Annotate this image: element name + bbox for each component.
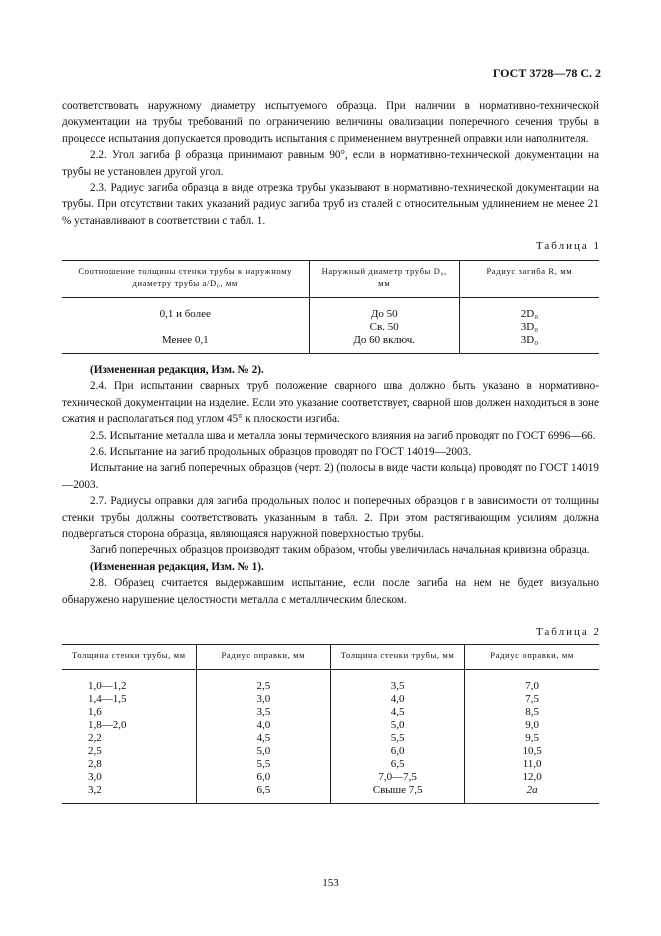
table2 — [62, 644, 599, 804]
table-cell: 11,0 — [465, 758, 599, 771]
table-cell: 1,6 — [88, 706, 102, 718]
table-cell: 3D₀ — [459, 334, 599, 354]
table-cell: 4,5 — [331, 706, 465, 719]
table-cell: 0,1 и более — [159, 308, 211, 320]
table-cell: 7,0 — [465, 670, 599, 694]
paragraph-2-4: 2.4. При испытании сварных труб положение сварного шва должно быть указано в нормативно-технической документации на изделие. Если это указание соответствует, сварной шов должен находиться в зоне сжатия и располагаться под углом 45° к плоскости изгиба. — [62, 380, 599, 426]
table-cell: 7,0—7,5 — [331, 771, 465, 784]
table2-header-radius-1: Радиус оправки, мм — [196, 645, 330, 670]
table-cell: 5,5 — [331, 732, 465, 745]
top-text-block — [62, 98, 599, 229]
table-cell: 1,0—1,2 — [88, 680, 127, 692]
table-cell: 7,5 — [465, 693, 599, 706]
table-cell: 2,5 — [196, 670, 330, 694]
table-cell: 12,0 — [465, 771, 599, 784]
paragraph-2-7b: Загиб поперечных образцов производят таким образом, чтобы увеличилась начальная кривизна образца. — [90, 544, 590, 557]
table1-header-ratio: Соотношение толщины стенки трубы к наружному диаметру трубы a/D₀, мм — [62, 261, 309, 298]
table-row — [62, 758, 599, 771]
table-row — [62, 693, 599, 706]
paragraph-2-5: 2.5. Испытание металла шва и металла зоны термического влияния на загиб проводят по ГОСТ 6996—66. — [90, 429, 596, 442]
table2-header-row — [62, 645, 599, 670]
table-cell: 4,0 — [331, 693, 465, 706]
page-number: 153 — [322, 877, 339, 889]
table-cell: Свыше 7,5 — [331, 784, 465, 804]
table-cell: 6,5 — [331, 758, 465, 771]
table2-caption: Таблица 2 — [535, 626, 601, 638]
table-row — [62, 321, 599, 334]
table-cell: 3,5 — [196, 706, 330, 719]
paragraph-2-2: 2.2. Угол загиба β образца принимают равным 90°, если в нормативно-технической документации на трубы не установлен другой угол. — [62, 149, 599, 178]
table-row — [62, 719, 599, 732]
table-cell: 10,5 — [465, 745, 599, 758]
table-cell: 9,5 — [465, 732, 599, 745]
table2-header-radius-2: Радиус оправки, мм — [465, 645, 599, 670]
table-cell: 2a — [465, 784, 599, 804]
table-cell: 6,0 — [196, 771, 330, 784]
table-cell: 3,0 — [196, 693, 330, 706]
table-cell: Менее 0,1 — [161, 334, 209, 346]
middle-text-block — [62, 362, 599, 608]
page-header: ГОСТ 3728—78 С. 2 — [492, 66, 601, 80]
table-row — [62, 298, 599, 322]
table1-caption: Таблица 1 — [535, 240, 601, 252]
table-row — [62, 334, 599, 354]
table-cell: До 60 включ. — [309, 334, 459, 354]
paragraph-2-6: 2.6. Испытание на загиб продольных образцов проводят по ГОСТ 14019—2003. — [90, 446, 471, 459]
table-cell: 2,5 — [88, 745, 102, 757]
table-cell: 5,0 — [331, 719, 465, 732]
table-row — [62, 745, 599, 758]
table-row — [62, 670, 599, 694]
table-cell — [62, 321, 309, 334]
paragraph-2-6b: Испытание на загиб поперечных образцов (черт. 2) (полосы в виде части кольца) проводят по ГОСТ 14019—2003. — [62, 462, 599, 491]
table1 — [62, 260, 599, 354]
table-cell: 8,5 — [465, 706, 599, 719]
table-cell: 1,4—1,5 — [88, 693, 127, 705]
table1-header-radius: Радиус загиба R, мм — [459, 261, 599, 298]
table-cell: 3,0 — [88, 771, 102, 783]
paragraph-2-3: 2.3. Радиус загиба образца в виде отрезка трубы указывают в нормативно-технической документации на трубы. При отсутствии таких указаний радиус загиба труб из сталей с относительным удлинением не менее 21 % устанавливают в соответствии с табл. 1. — [62, 182, 599, 227]
table-cell: 5,0 — [196, 745, 330, 758]
table-cell: 2D₀ — [459, 298, 599, 322]
table-cell: 6,0 — [331, 745, 465, 758]
table-row — [62, 784, 599, 804]
table-cell: 4,5 — [196, 732, 330, 745]
table-cell: 2,8 — [88, 758, 102, 770]
table2-header-thickness-2: Толщина стенки трубы, мм — [331, 645, 465, 670]
table-cell: 3,2 — [88, 784, 102, 796]
paragraph-2-8: 2.8. Образец считается выдержавшим испытание, если после загиба на нем не будет визуально обнаружено нарушение целостности металла с металлическим блеском. — [62, 577, 599, 606]
table-cell: До 50 — [309, 298, 459, 322]
table-cell: 3,5 — [331, 670, 465, 694]
table-row — [62, 732, 599, 745]
table-cell: Св. 50 — [309, 321, 459, 334]
amendment-note-2: (Измененная редакция, Изм. № 2). — [90, 364, 264, 376]
amendment-note-1: (Измененная редакция, Изм. № 1). — [90, 560, 264, 573]
table2-header-thickness-1: Толщина стенки трубы, мм — [62, 645, 196, 670]
paragraph-continuation: соответствовать наружному диаметру испытуемого образца. При наличии в нормативно-технической документации на трубы требований по ограничению величины овализации поперечного сечения трубы в процессе испытания допускается проводить испытания с применением внутренней оправки или наполнителя. — [62, 100, 599, 145]
paragraph-2-7: 2.7. Радиусы оправки для загиба продольных полос и поперечных образцов r в зависимости от толщины стенки трубы должны соответствовать указанным в табл. 2. При этом растягивающим усилиям должна подвергаться сторона образца, являющаяся наружной поверхностью трубы. — [62, 495, 599, 541]
table-cell: 5,5 — [196, 758, 330, 771]
table-cell: 2,2 — [88, 732, 102, 744]
table-cell: 6,5 — [196, 784, 330, 804]
table-cell: 1,8—2,0 — [88, 719, 127, 731]
table-row — [62, 771, 599, 784]
table-cell: 9,0 — [465, 719, 599, 732]
table1-header-row — [62, 261, 599, 298]
table1-header-diameter: Наружный диаметр трубы D₀, мм — [309, 261, 459, 298]
table-cell: 3D₀ — [459, 321, 599, 334]
table-cell: 4,0 — [196, 719, 330, 732]
table-row — [62, 706, 599, 719]
